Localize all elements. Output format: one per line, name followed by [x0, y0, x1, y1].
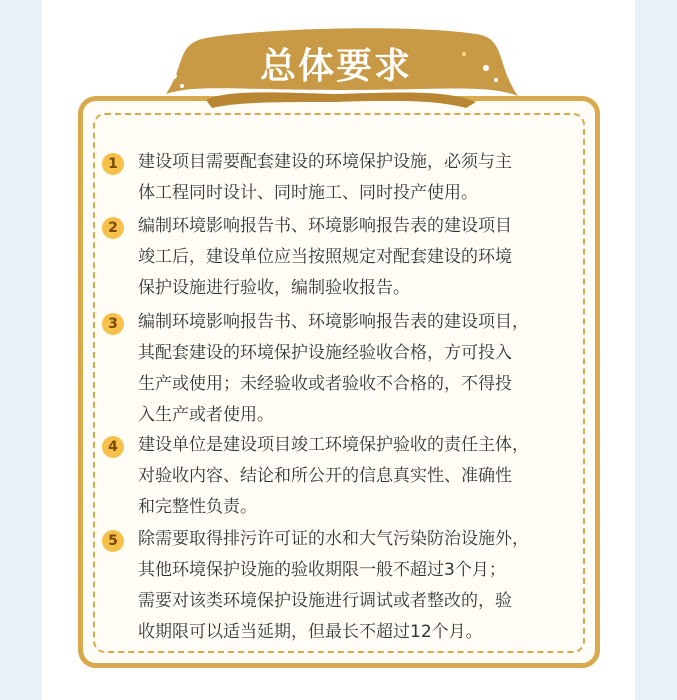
item-number-badge: 4	[102, 436, 124, 458]
item-text: 编制环境影响报告书、环境影响报告表的建设项目， 其配套建设的环境保护设施经验收合格，方可投入 生产或使用；未经验收或者验收不合格的，不得投 入生产或者使用。	[138, 312, 529, 425]
left-background-strip	[0, 0, 42, 700]
item-text: 除需要取得排污许可证的水和大气污染防治设施外， 其他环境保护设施的验收期限一般不超过3个月； 需要对该类环境保护设施进行调试或者整改的，验 收期限可以适当延期，但最长不超过12个月。	[138, 529, 529, 642]
item-text: 编制环境影响报告书、环境影响报告表的建设项目 竣工后，建设单位应当按照规定对配套建设的环境 保护设施进行验收，编制验收报告。	[138, 216, 512, 298]
item-number-badge: 5	[102, 530, 124, 552]
item-number-badge: 2	[102, 217, 124, 239]
page-title: 总体要求	[259, 46, 412, 87]
item-text: 建设单位是建设项目竣工环境保护验收的责任主体， 对验收内容、结论和所公开的信息真实性、准确性 和完整性负责。	[138, 435, 529, 517]
item-text: 建设项目需要配套建设的环境保护设施，必须与主 体工程同时设计、同时施工、同时投产使用。	[138, 152, 512, 203]
item-number-badge: 3	[102, 313, 124, 335]
right-background-strip	[635, 0, 677, 700]
title-banner	[146, 24, 526, 112]
item-number-badge: 1	[102, 153, 124, 175]
